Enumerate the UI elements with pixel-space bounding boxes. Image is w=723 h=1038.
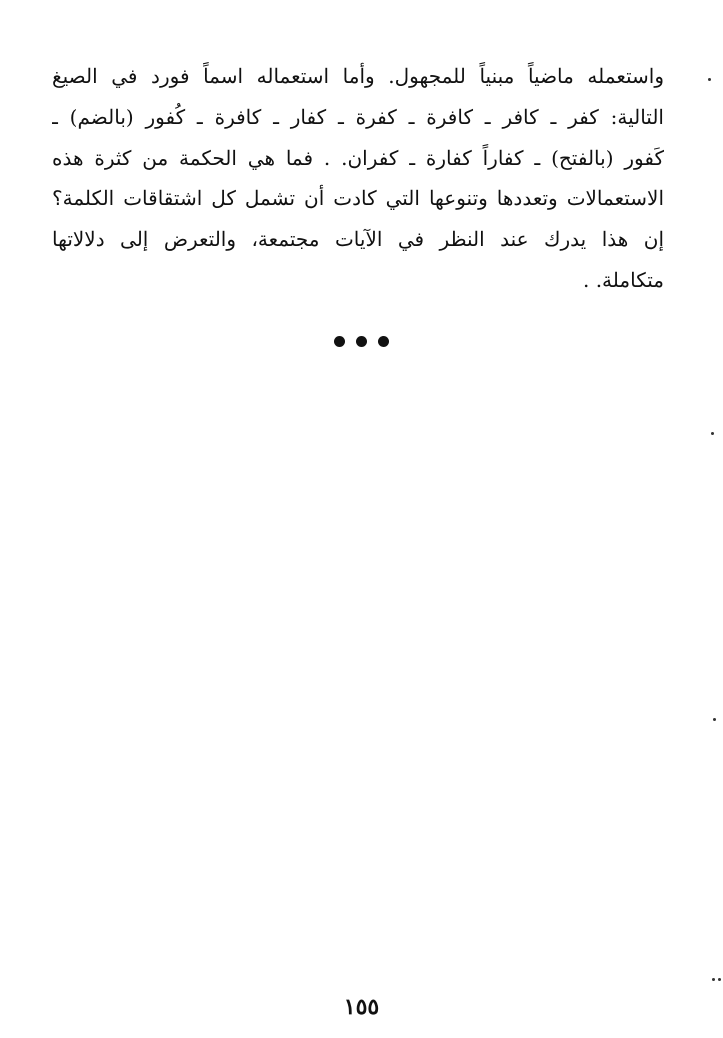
- scan-speck: [712, 978, 715, 981]
- scan-speck: [711, 432, 714, 435]
- text-line: إن هذا يدرك عند النظر في الآيات مجتمعة، والتعرض إلى دلالاتها: [52, 227, 664, 252]
- scan-speck: [713, 718, 716, 721]
- separator-dot-icon: [378, 336, 389, 347]
- text-line: كَفور (بالفتح) ـ كفاراً كفارة ـ كفران. . فما هي الحكمة من كثرة هذه: [52, 145, 664, 170]
- text-line: واستعمله ماضياً مبنياً للمجهول. وأما استعماله اسماً فورد في الصيغ: [52, 64, 664, 88]
- separator-dot-icon: [334, 336, 345, 347]
- scan-speck: [718, 978, 721, 981]
- section-separator: [0, 336, 723, 347]
- text-line: التالية: كفر ـ كافر ـ كافرة ـ كفرة ـ كفار ـ كافرة ـ كُفور (بالضم) ـ: [52, 104, 664, 129]
- body-paragraph: [52, 56, 664, 301]
- page-number: ١٥٥: [343, 994, 380, 1020]
- scan-speck: [708, 78, 711, 81]
- separator-dot-icon: [356, 336, 367, 347]
- text-line: متكاملة. .: [582, 267, 664, 292]
- text-line: الاستعمالات وتعددها وتنوعها التي كادت أن تشمل كل اشتقاقات الكلمة؟: [52, 186, 664, 211]
